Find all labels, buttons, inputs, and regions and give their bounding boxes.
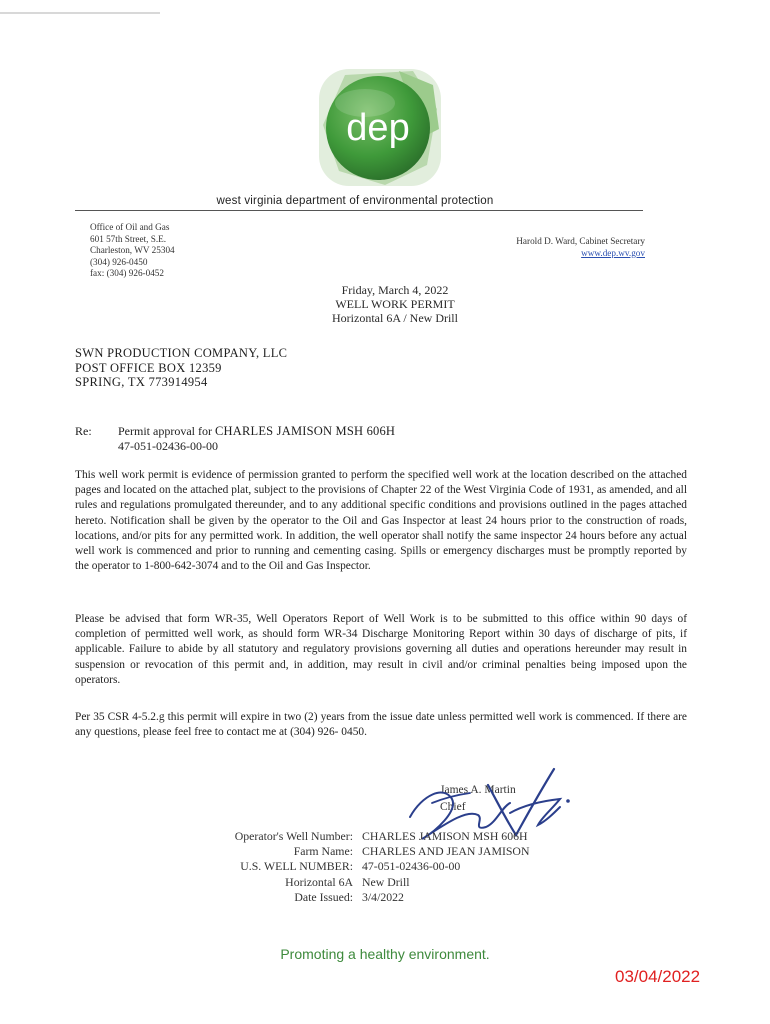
office-line: Office of Oil and Gas [90, 222, 170, 232]
received-date-stamp: 03/04/2022 [615, 967, 701, 986]
body-paragraph-permission: This well work permit is evidence of permission granted to perform the specified well work at the location described on the attached pages and located on the attached plat, subject to the provisions of Chapter 22 of the West Virginia Code of 1931, as amended, and all rules and regulations promulgated thereunder, and to any additional specific conditions and provisions outlined in the pages attached hereto. Notification shall be given by the operator to the Oil and Gas Inspector at least 24 hours prior to the construction of roads, locations, and/or pits for any permitted work. In addition, the well operator shall notify the same inspector 24 hours before any actual well work is commenced and prior to running and cementing casing. Spills or emergency discharges must be promptly reported by the operator to 1-800-642-3074 and to the Oil and Gas Inspector. [75, 469, 687, 573]
value-permit-type: New Drill [362, 874, 410, 889]
label-date-issued: Date Issued: [294, 889, 353, 904]
permit-type: Horizontal 6A / New Drill [332, 311, 458, 325]
body-paragraph-reporting: Please be advised that form WR-35, Well Operators Report of Well Work is to be submitted to this office within 90 days of completion of permitted well work, as should form WR-34 Discharge Monitoring Report within 30 days of discharge of pits, if applicable. Failure to abide by all statutory and regulatory provisions governing all duties and operations hereunder may result in suspension or revocation of this permit and, in addition, may result in civil and/or criminal penalties being imposed upon the operators. [75, 613, 687, 686]
logo-text: dep [346, 107, 410, 149]
well-name: CHARLES JAMISON MSH 606H [214, 424, 396, 438]
office-address [90, 222, 175, 280]
addressee-line: SPRING, TX 773914954 [75, 375, 208, 389]
permit-title: WELL WORK PERMIT [335, 297, 455, 311]
agency-name: west virginia department of environmental protection [216, 195, 494, 207]
signatory-title: Chief [440, 801, 466, 813]
secretary-block [516, 236, 645, 259]
value-date-issued: 3/4/2022 [362, 889, 404, 904]
value-farm-name: CHARLES AND JEAN JAMISON [362, 844, 530, 859]
body-paragraph-expiration: Per 35 CSR 4-5.2.g this permit will expire in two (2) years from the issue date unless permitted well work is commenced. If there are any questions, please feel free to contact me at (304) 926- 0450. [75, 711, 687, 739]
summary-values [362, 829, 529, 905]
label-us-well-number: U.S. WELL NUMBER: [240, 859, 353, 874]
office-line: Charleston, WV 25304 [90, 245, 175, 256]
secretary-name: Harold D. Ward, Cabinet Secretary [516, 236, 645, 246]
label-operator-well-number: Operator's Well Number: [234, 829, 353, 843]
addressee-line: SWN PRODUCTION COMPANY, LLC [75, 346, 288, 360]
label-permit-type: Horizontal 6A [285, 874, 353, 889]
permit-heading [275, 283, 515, 325]
re-prefix: Permit approval for [118, 424, 212, 438]
summary-labels [170, 829, 353, 905]
re-subject [118, 424, 395, 453]
signatory-name: James A. Martin [440, 784, 516, 796]
re-label: Re: [75, 424, 92, 438]
addressee-block [75, 346, 287, 390]
office-line: 601 57th Street, S.E. [90, 233, 167, 244]
addressee-line: POST OFFICE BOX 12359 [75, 360, 222, 375]
header-divider [75, 210, 643, 211]
office-line: (304) 926-0450 [90, 256, 148, 267]
footer-slogan: Promoting a healthy environment. [280, 946, 490, 962]
value-operator-well-number: CHARLES JAMISON MSH 606H [362, 829, 528, 843]
office-line: fax: (304) 926-0452 [90, 268, 164, 279]
dep-website-link[interactable]: www.dep.wv.gov [581, 247, 645, 258]
scan-artifact-line [0, 12, 160, 14]
dep-logo [315, 65, 445, 190]
value-us-well-number: 47-051-02436-00-00 [362, 859, 461, 874]
api-number: 47-051-02436-00-00 [118, 438, 218, 453]
label-farm-name: Farm Name: [293, 844, 353, 859]
permit-date: Friday, March 4, 2022 [341, 283, 449, 297]
